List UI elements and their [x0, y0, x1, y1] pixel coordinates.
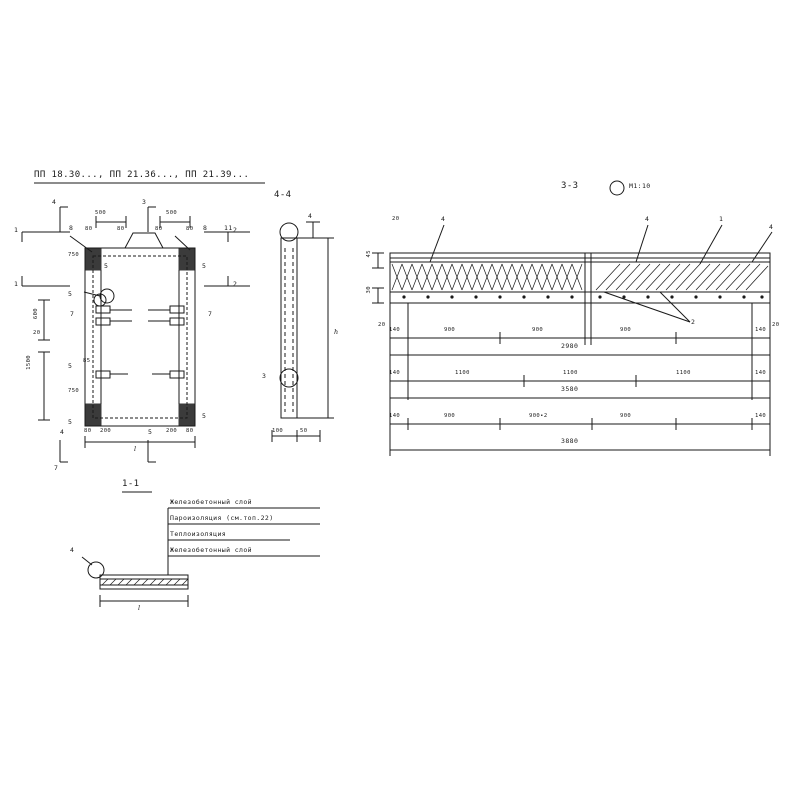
- section-33-mark-4-c: 4: [769, 223, 774, 231]
- plan-section-mark-4-tl: 4: [52, 198, 57, 206]
- plan-dim-750-top: 750: [68, 252, 80, 258]
- plan-mark-11: 11: [224, 224, 233, 232]
- plan-dim-500-right: 500: [166, 210, 178, 216]
- plan-dim-600: 600: [33, 308, 39, 320]
- section-44-dim-50: 50: [300, 428, 308, 434]
- s33-r2-c2: 1100: [455, 370, 470, 376]
- drawing-title: ПП 18.30..., ПП 21.36..., ПП 21.39...: [34, 170, 250, 180]
- section-33-edge-20-left: 20: [378, 322, 386, 328]
- plan-dim-500-left: 500: [95, 210, 107, 216]
- s33-r2-total: 3580: [561, 385, 579, 393]
- section-11-label: 1-1: [122, 479, 140, 489]
- plan-mark-7-right: 7: [208, 310, 213, 318]
- section-33-mark-2: 2: [691, 318, 696, 326]
- s33-r1-total: 2980: [561, 342, 579, 350]
- plan-mark-5-bl: 5: [68, 418, 73, 426]
- s33-r1-c4: 900: [620, 327, 632, 333]
- section-33-scale: М1:10: [629, 182, 651, 190]
- layer-label-vapor-barrier: Пароизоляция (см.топ.22): [170, 514, 274, 522]
- plan-mark-4-mid: 5: [68, 362, 73, 370]
- s33-r3-c3: 900•2: [529, 413, 548, 419]
- plan-dim-length-l: l: [134, 445, 137, 453]
- plan-section-mark-3-top: 3: [142, 198, 147, 206]
- section-33-mark-4-b: 4: [645, 215, 650, 223]
- plan-dim-80-c: 80: [155, 226, 163, 232]
- plan-dim-80-d: 80: [186, 226, 194, 232]
- plan-mark-8-left: 8: [69, 224, 74, 232]
- s33-r2-c5: 140: [755, 370, 767, 376]
- plan-mark-8-right: 8: [203, 224, 208, 232]
- s33-r3-c2: 900: [444, 413, 456, 419]
- plan-dim-80-f: 80: [186, 428, 194, 434]
- plan-dim-1500: 1500: [26, 355, 32, 370]
- section-33-label: 3-3: [561, 181, 579, 191]
- s33-r3-c1: 140: [389, 413, 401, 419]
- plan-mark-5-tr: 5: [202, 262, 207, 270]
- plan-dim-200-a: 200: [100, 428, 112, 434]
- plan-mark-4-bl: 4: [60, 428, 65, 436]
- plan-dim-750-bottom: 750: [68, 388, 80, 394]
- s33-r3-total: 3880: [561, 437, 579, 445]
- layer-label-rc-bottom: Железобетонный слой: [170, 546, 252, 554]
- section-33-edge-20-right: 20: [772, 322, 780, 328]
- section-44-label: 4-4: [274, 190, 292, 200]
- section-33-dim-45: 45: [366, 250, 372, 258]
- plan-dim-80-a: 80: [85, 226, 93, 232]
- plan-dim-80-b: 80: [117, 226, 125, 232]
- plan-dim-20: 20: [33, 330, 41, 336]
- section-44-mark-4: 4: [308, 212, 313, 220]
- s33-r2-c4: 1100: [676, 370, 691, 376]
- section-33-mark-1: 1: [719, 215, 724, 223]
- plan-mark-5-br: 5: [202, 412, 207, 420]
- plan-mark-2-right: 2: [233, 226, 238, 234]
- s33-r1-c5: 140: [755, 327, 767, 333]
- section-11-mark-4: 4: [70, 546, 75, 554]
- plan-mark-5-ml: 5: [68, 290, 73, 298]
- plan-mark-4-bottom: 7: [54, 464, 59, 472]
- plan-mark-1-left-2: 1: [14, 280, 19, 288]
- section-33-mark-4-a: 4: [441, 215, 446, 223]
- plan-mark-7-left: 7: [70, 310, 75, 318]
- section-33-dim-30: 30: [366, 286, 372, 294]
- layer-label-rc-top: Железобетонный слой: [170, 498, 252, 506]
- plan-mark-5-tl: 5: [104, 262, 109, 270]
- s33-r3-c4: 900: [620, 413, 632, 419]
- s33-r1-c3: 900: [532, 327, 544, 333]
- plan-mark-2-right-2: 2: [233, 280, 238, 288]
- section-44-dim-h: h: [334, 328, 339, 336]
- s33-r2-c1: 140: [389, 370, 401, 376]
- plan-dim-200-b: 200: [166, 428, 178, 434]
- plan-mark-1-left: 1: [14, 226, 19, 234]
- s33-r1-c2: 900: [444, 327, 456, 333]
- section-44-dim-100: 100: [272, 428, 284, 434]
- plan-dim-85: 85: [83, 358, 91, 364]
- section-11-dim-l: l: [138, 604, 141, 612]
- plan-dim-80-e: 80: [84, 428, 92, 434]
- section-33-edge-20-top: 20: [392, 216, 400, 222]
- s33-r3-c5: 140: [755, 413, 767, 419]
- layer-label-insulation: Теплоизоляция: [170, 530, 227, 538]
- section-44-mark-3: 3: [262, 372, 267, 380]
- s33-r1-c1: 140: [389, 327, 401, 333]
- plan-mark-5-bottom: 5: [148, 428, 153, 436]
- s33-r2-c3: 1100: [563, 370, 578, 376]
